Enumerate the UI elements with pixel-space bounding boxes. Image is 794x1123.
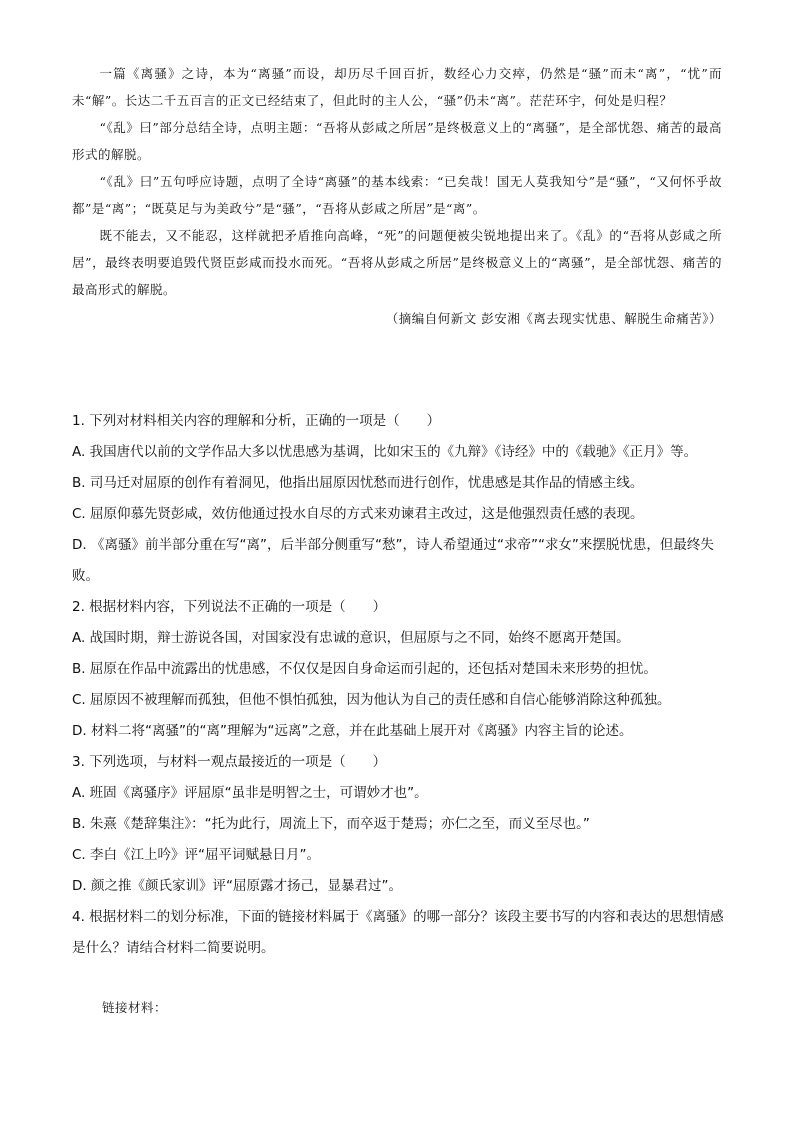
answer-option: B. 屈原在作品中流露出的忧患感，不仅仅是因自身命运而引起的，还包括对楚国未来形势的担忧。	[72, 661, 657, 677]
answer-option: C. 屈原仰慕先贤彭咸，效仿他通过投水自尽的方式来劝谏君主改过，这是他强烈责任感的表现。	[72, 506, 644, 522]
passage-paragraph: 一篇《离骚》之诗，本为“离骚”而设，却历尽千回百折，数经心力交瘁，仍然是“骚”而未“离”，“忧”而未“解”。长达二千五百言的正文已经结束了，但此时的主人公，“骚”仍未“离”。茫茫环宇，何处是归程？	[72, 66, 722, 108]
question-stem: 3. 下列选项，与材料一观点最接近的一项是（ ）	[72, 754, 387, 770]
passage-paragraph: 既不能去，又不能忍，这样就把矛盾推向高峰，“死”的问题便被尖锐地提出来了。《乱》的“吾将从彭咸之所居”，最终表明要追毁代贤臣彭咸而投水而死。“吾将从彭咸之所居”是终极意义上的“离骚”，是全部忧怨、痛苦的最高形式的解脱。	[72, 228, 722, 297]
question-list	[72, 406, 724, 964]
answer-option: A. 班固《离骚序》评屈原“虽非是明智之士，可谓妙才也”。	[72, 785, 428, 801]
question-stem: 2. 根据材料内容，下列说法不正确的一项是（ ）	[72, 599, 387, 615]
answer-option: B. 朱熹《楚辞集注》：“托为此行，周流上下，而卒返于楚焉；亦仁之至，而义至尽也。”	[72, 816, 590, 832]
passage-paragraph: “《乱》曰”五句呼应诗题，点明了全诗“离骚”的基本线索：“已矣哉！国无人莫我知兮”是“骚”，“又何怀乎故都”是“离”；“既莫足与为美政兮”是“骚”，“吾将从彭咸之所居”是“离”。	[72, 174, 722, 216]
question-stem: 1. 下列对材料相关内容的理解和分析，正确的一项是（ ）	[72, 413, 441, 429]
answer-option: D. 材料二将“离骚”的“离”理解为“远离”之意，并在此基础上展开对《离骚》内容主旨的论述。	[72, 723, 633, 739]
answer-option: C. 屈原因不被理解而孤独，但他不惧怕孤独，因为他认为自己的责任感和自信心能够消除这种孤独。	[72, 692, 671, 708]
reading-passage	[72, 60, 722, 332]
link-material-label: 链接材料：	[102, 1000, 168, 1015]
answer-option: B. 司马迁对屈原的创作有着洞见，他指出屈原因忧愁而进行创作，忧患感是其作品的情感主线。	[72, 475, 644, 491]
passage-source: （摘编自何新文 彭安湘《离去现实忧患、解脱生命痛苦》）	[385, 311, 722, 326]
passage-paragraph: “《乱》曰”部分总结全诗，点明主题：“吾将从彭咸之所居”是终极意义上的“离骚”，是全部忧怨、痛苦的最高形式的解脱。	[72, 120, 722, 162]
answer-option: D. 颜之推《颜氏家训》评“屈原露才扬己，显暴君过”。	[72, 878, 402, 894]
answer-option: C. 李白《江上吟》评“屈平词赋悬日月”。	[72, 847, 320, 863]
answer-option: A. 战国时期，辩士游说各国，对国家没有忠诚的意识，但屈原与之不同，始终不愿离开楚国。	[72, 630, 630, 646]
question-stem: 4. 根据材料二的划分标准，下面的链接材料属于《离骚》的哪一部分？该段主要书写的内容和表达的思想情感是什么？请结合材料二简要说明。	[72, 909, 724, 956]
answer-option: D. 《离骚》前半部分重在写“离”，后半部分侧重写“愁”，诗人希望通过“求帝”“求女”来摆脱忧患，但最终失败。	[72, 537, 714, 584]
answer-option: A. 我国唐代以前的文学作品大多以忧患感为基调，比如宋玉的《九辩》《诗经》中的《载驰》《正月》等。	[72, 444, 698, 460]
